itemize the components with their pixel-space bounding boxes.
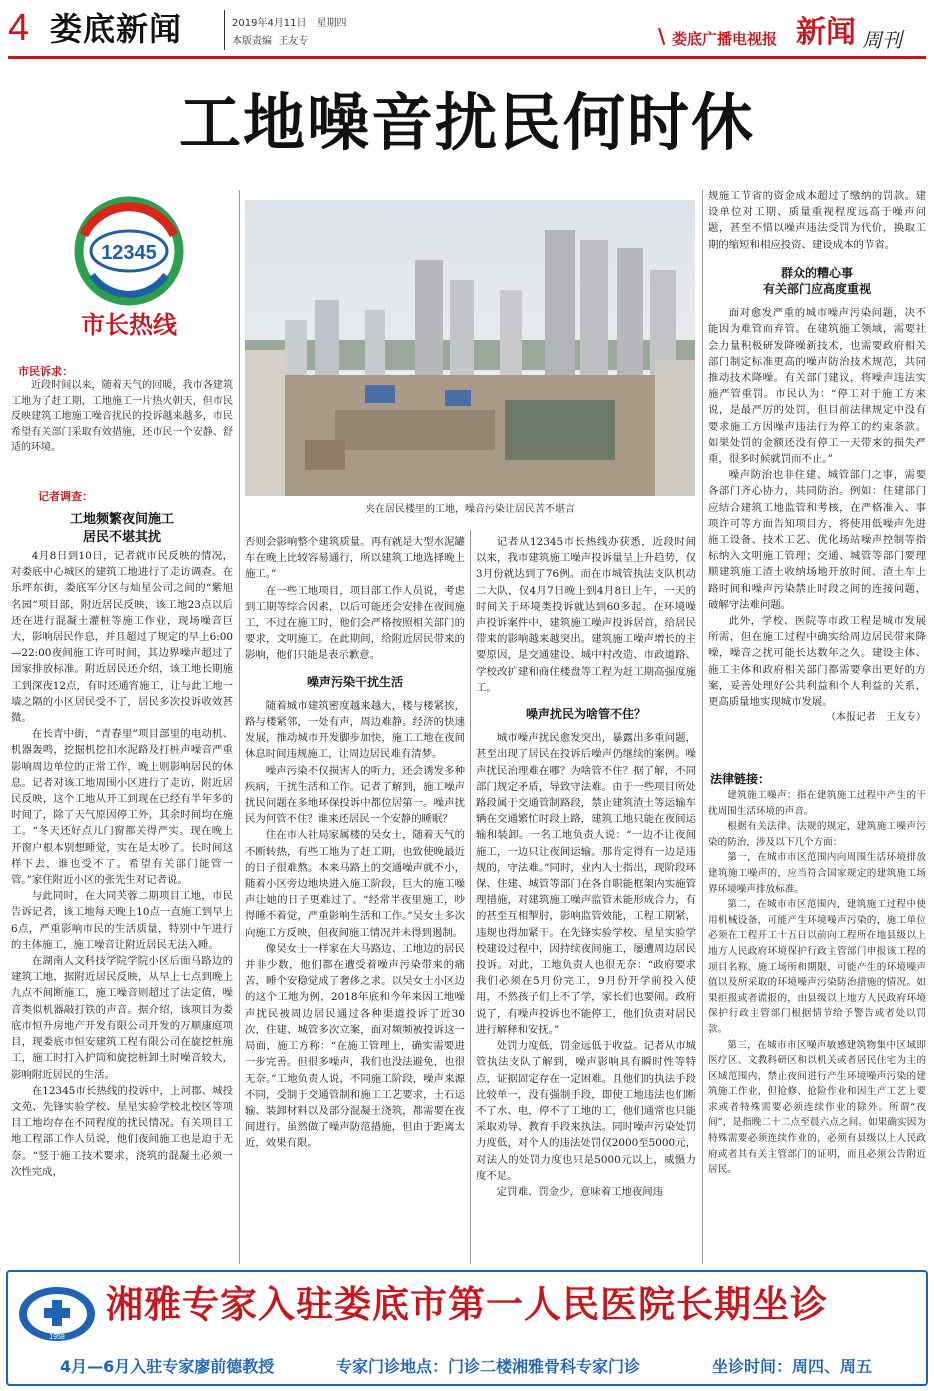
subhead-concern-1: 群众的糟心事 — [780, 265, 853, 280]
masthead — [0, 0, 934, 60]
reporter-label: 记者调查： — [38, 490, 93, 503]
citizen-appeal-label: 市民诉求： — [18, 365, 73, 378]
subhead-concern-2: 有关部门应高度重视 — [762, 282, 871, 297]
col3-para: 记者从12345市长热线办获悉，近段时间以来，我市建筑施工噪声投诉量呈上升趋势，仅3月份就达到了76例。而在市城管执法支队机动二大队，仅4月7日晚上到4月8日上午，一天的时间关于环境类投诉就达到60多起。在环境噪声投诉案件中，建筑施工噪声投诉居首，给居民带来的影响越来越突出。建筑施工噪声增长的主要原因，是交通建设、城中村改造、市政道路、学校改扩建和商住楼盘等工程为赶工期高强度施工。 — [476, 536, 696, 694]
citizen-appeal-body: 近段时间以来，随着天气的回暖，我市各建筑工地为了赶工期，工地施工一片热火朝天，但市民反映建筑工地施工噪音扰民的投诉越来越多，市民希望有关部门采取有效措施，还市民一个安静、舒适的环境。 — [11, 380, 233, 453]
col1-para: 在长青中街，“青春里”项目部里的电动机、机器轰鸣，挖掘机挖扣水泥路及打桩声噪音严重影响周边单位的正常工作，晚上则影响居民的休息。记者对该工地周围小区进行了走访，附近居民反映，这个工地从开工到现在已经有半年多的时间了，除了天气原因停工外，其余时间均在施工。“冬天还好点儿门窗都关得严实。现在晚上开窗户根本别想睡觉，实在是太吵了。长时间这样下去，谁也受不了。希望有关部门能管一管。”家住附近小区的张先生对记者说。 — [11, 728, 233, 887]
page-number: 4 — [8, 7, 30, 49]
construction-photo — [245, 200, 695, 496]
ad-location-line: 专家门诊地点：门诊二楼湘雅骨科专家门诊 — [336, 1357, 641, 1376]
col2-para: 随着城市建筑密度越来越大，楼与楼紧挨，路与楼紧邻，一处有声，周边难静。经济的快速发展，推动城市开发脚步加快，施工工地在夜间休息时间违规施工，让周边居民难有清梦。 — [245, 699, 465, 761]
column-4 — [708, 188, 926, 758]
col2-para: 住在市人社局家属楼的吴女士，随着天气的不断转热，有些工地为了赶工期，也致使晚最近的日子很难熬。本来马路上的交通噪声就不小，随着小区旁边地块进入施工阶段，巨大的施工噪声让她的日子更难过了。“经常半夜里施工，吵得睡不着觉，严重影响生活和工作。”吴女士多次向施工方反映，但夜间施工情况并未得到遏制。 — [245, 829, 465, 939]
construction-site-photo — [245, 200, 695, 496]
column-rule — [470, 530, 471, 1264]
law-para: 第三，在城市市区噪声敏感建筑物集中区域即医疗区、文教科研区和以机关或者居民住宅为主的区域范围内，禁止夜间进行产生环境噪声污染的建筑施工作业，但抢修、抢险作业和因生产工艺上要求或者特殊需要必须连续作业的除外。所谓“夜间”，是指晚二十二点至晨六点之间。如果确实因为特殊需要必须连续作业的，必须有县级以上人民政府或者其有关主管部门的证明，而且必须公告附近居民。 — [708, 1039, 926, 1176]
col4-para: 噪声防治也非住建、城管部门之事，需要各部门齐心协力，共同防治。例如：住建部门应结合建筑工地监管和考核，在严格准入、事项许可等方面告知项目方，将使用低噪声先进施工设备、技术工艺、优化场站噪声控制等指标纳入文明施工管理；交通、城管等部门要理顺建筑施工渣土收纳场地开放时间、渣土车上路时间和噪声污染禁止时段之间的连接问题，破解守法难问题。 — [708, 469, 926, 611]
col2-para: 像吴女士一样家在大马路边、工地边的居民并非少数，他们都在遭受着噪声污染带来的痛苦，睡个安稳觉成了奢侈之求。以吴女士小区边的这个工地为例，2018年底和今年来因工地噪声扰民被周边居民通过各种渠道投诉了近30次，住建、城管多次立案，面对频频被投诉这一局面，施工方称：“在施工管理上，确实需要进一步完善。但很多噪声，我们也没法避免，也很无奈。”工地负责人说，不同施工阶段，噪声来源不同，受制于交通管制和施工工艺要求，土石运输、装卸材料以及部分混凝土浇筑，都需要在夜间进行。虽然做了噪声防范措施，但由于距离太近，效果有限。 — [245, 942, 465, 1150]
law-para: 建筑施工噪声：指在建筑施工过程中产生的干扰周围生活环境的声音。 — [708, 790, 926, 817]
hospital-ad — [6, 1270, 928, 1386]
hospital-emblem — [16, 1284, 98, 1344]
column-3 — [476, 534, 696, 1264]
col2-para: 否则会影响整个建筑质量。再有就是大型水泥罐车在晚上比较容易通行，所以建筑工地选择晚上施工。” — [245, 536, 465, 581]
ad-time-line: 坐诊时间：周四、周五 — [712, 1357, 873, 1376]
byline: （本报记者 王友专） — [826, 712, 926, 724]
masthead-divider — [224, 10, 225, 50]
hospital-emblem-icon — [16, 1284, 98, 1344]
law-para: 第二，在城市市区范围内，建筑施工过程中使用机械设备，可能产生环境噪声污染的，施工单位必须在工程开工十五日以前向工程所在地县级以上地方人民政府环境保护行政主管部门申报该工程的项目名称、施工场所和期限、可能产生的环境噪声值以及所采取的环境噪声污染防治措施的情况。如果拒报或者谎报的，由县级以上地方人民政府环境保护行政主管部门根据情节给予警告或者处以罚款。 — [708, 899, 926, 1035]
headline: 工地噪音扰民何时休 — [178, 86, 755, 159]
col1-para: 在12345市长热线的投诉中，上河郡、城投文苑、先锋实验学校、星星实验学校北校区等项目工地均存在不同程度的扰民情况。有关项目工地工程部工作人员说，他们夜间施工也是迫于无奈。“竖于施工技术要求，浇筑的混凝土必须一次性完成， — [11, 1084, 233, 1178]
law-box — [708, 788, 926, 1264]
hotline-emblem-icon — [62, 195, 196, 345]
reporter-subtitle-2: 居民不堪其扰 — [82, 530, 161, 545]
hotline-number: 12345 — [101, 242, 157, 264]
ad-date-line: 4月—6月入驻专家廖前德教授 — [60, 1357, 275, 1376]
photo-caption: 夹在居民楼里的工地，噪音污染让居民苦不堪言 — [365, 504, 575, 515]
column-rule — [702, 190, 703, 1264]
col1-para: 4月8日到10日，记者就市民反映的情况，对娄底中心城区的建筑工地进行了走访调查。在乐坪东街，娄底军分区与灿星公司之间的“紫旭名园”项目部，附近居民反映，该工地23点以后还在进行混凝土灌桩等施工作业，现场噪音巨大，影响居民作息，并且超过了规定的早上6:00—22:00夜间施工许可时间，其边界噪声超过了国家排放标准。附近居民还介绍，该工地长期施工到深夜12点，有时还通宵施工，让与此工地一墙之隔的小区居民受不了，居民多次投诉收效甚微。 — [11, 550, 233, 725]
law-para: 根据有关法律、法规的规定，建筑施工噪声污染的防治，涉及以下几个方面： — [708, 821, 926, 848]
col3-para: 处罚力度低，罚金远低于收益。记者从市城管执法支队了解到，噪声影响具有瞬时性等特点，证据固定存在一定困难。且他们的执法手段比较单一，没有强制手段，即使工地违法也们断不了水、电，停不了工地的工，他们通常也只能采取劝导、教育手段来执法。同时噪声污染处罚力度低，对个人的违法处罚仅2000至5000元，对法人的处罚力度也只是5000元以上，威慑力度不足。 — [476, 1040, 696, 1182]
emblem-year: 1958 — [49, 1334, 65, 1341]
law-heading: 法律链接： — [710, 772, 771, 786]
publisher-name: 娄底广播电视报 — [672, 30, 778, 48]
col2-para: 在一些工地项目，项目部工作人员说，考虑到工期等综合因素，以后可能还会安排在夜间施工，不过在施工时，他们会严格按照相关部门的要求，文明施工。在此期间，给附近居民带来的影响，他们只能是表示歉意。 — [245, 584, 465, 662]
col3-para: 定罚难、罚金少，意味着工地夜间违 — [496, 1185, 664, 1198]
column-1 — [11, 548, 233, 1263]
col2-para: 噪声污染不仅损害人的听力，还会诱发多种疾病，干扰生活和工作。记者了解到，施工噪声扰民问题在多地环保投诉中都位居第一。噪声扰民为何管不住？谁来还居民一个安静的睡眠？ — [245, 764, 465, 826]
col4-para: 此外，学校、医院等市政工程是城市发展所需，但在施工过程中确实给周边居民带来降噪，噪音之扰可能长达数年之久。建设主体、施工主体和政府相关部门都需要拿出更好的方案，妥善处理好公共利益和个人利益的关系，更高质量地实现城市发展。 — [708, 615, 926, 709]
ad-headline: 湘雅专家入驻娄底市第一人民医院长期坐诊 — [106, 1283, 828, 1326]
col3-para: 城市噪声扰民愈发突出，暴露出多重问题，甚至出现了居民在投诉后噪声仍继续的案例。噪声扰民治理难在哪？为啥管不住？据了解，不同部门规定矛盾，导致守法难。由于一些项目所处路段属于交通管制路段，禁止建筑渣土等运输车辆在交通繁忙时段上路，建筑工地只能在夜间运输和装卸。一名工地负责人说：“一边不让夜间施工，一边只让夜间运输。那肯定得有一边是违规的，守法难。”同时，业内人士指出，现阶段环保、住建、城管等部门在各自职能框架内实施管理措施，对建筑施工噪声监管未能形成合力，有的甚至互相掣肘，影响监管效能，工程工期紧，违规也得加紧干。在先锋实验学校、星星实验学校建设过程中，因持续夜间施工，屡遭周边居民投诉。对此，工地负责人也很无奈：“政府要求我们必须在5月份完工，9月份开学前投入使用，不然孩子们上不了学，家长们也要闹。政府说了，有噪声投诉也不能停工，他们负责对居民进行解释和安抚。” — [476, 732, 696, 1036]
col4-para: 面对愈发严重的城市噪声污染问题，决不能因为难管而弃管。在建筑施工领域，需要社会力量积极研发降噪新技术，也需要政府相关部门制定标准更高的噪声防治技术规范，共同推动技术降噪。有关部门建议，将噪声违法实施严管重罚。市民认为：“停工对于施工方来说，是最严厉的处罚，但目前法律规定中没有要求施工方因噪声违法行为停工的约束条款。如果处罚的金额还没有停工一天带来的损失严重，很多时候就罚而不止。” — [708, 307, 926, 466]
hotline-logo — [62, 195, 196, 345]
subhead-pollution: 噪声污染干扰生活 — [306, 674, 403, 689]
citizen-appeal-text — [11, 378, 233, 456]
section-title: 娄底新闻 — [50, 10, 183, 48]
brand-weekly: 周刊 — [862, 28, 902, 52]
col4-top: 规施工节省的资金成本超过了缴纳的罚款。建设单位对工期、质量重视程度远高于噪声问题，甚至不惜以噪声违法受罚为代价，换取工期的缩短和相应投资、建设成本的节省。 — [708, 190, 926, 251]
hotline-name: 市长热线 — [81, 311, 177, 339]
slash-mark: \ — [658, 24, 666, 48]
reporter-subtitle-1: 工地频繁夜间施工 — [69, 512, 174, 527]
col1-para: 在湖南人文科技学院学院小区后面马路边的建筑工地，据附近居民反映，从早上七点到晚上九点不间断施工，施工噪音则超过了法定值，噪音类似机器敲打铁的声音。据介绍，该项目为娄底市恒升房地产开发有限公司开发的万顺康庭项目，现娄底市恒安建筑工程有限公司在旋挖桩施工，施工时打入护筒和旋挖桩卸土时噪音较大，影响附近居民的生活。 — [11, 955, 233, 1081]
subhead-why: 噪声扰民为啥管不住？ — [525, 707, 646, 722]
column-rule — [239, 190, 240, 1264]
editor-line: 本版责编 王友专 — [232, 36, 309, 47]
date-line: 2019年4月11日 星期四 — [232, 18, 347, 29]
brand-news: 新闻 — [796, 15, 856, 50]
column-2 — [245, 534, 465, 1264]
col1-para: 与此同时，在大同芙蓉二期项目工地，市民告诉记者，该工地每天晚上10点一直施工到早上6点，严重影响市民的生活质量，特别中午进行的主体施工，施工噪音让附近居民无法入睡。 — [11, 890, 233, 951]
masthead-rule — [8, 56, 926, 59]
law-para: 第一，在城市市区范围内向周围生活环境排放建筑施工噪声的，应当符合国家规定的建筑施工场界环境噪声排放标准。 — [708, 852, 926, 895]
